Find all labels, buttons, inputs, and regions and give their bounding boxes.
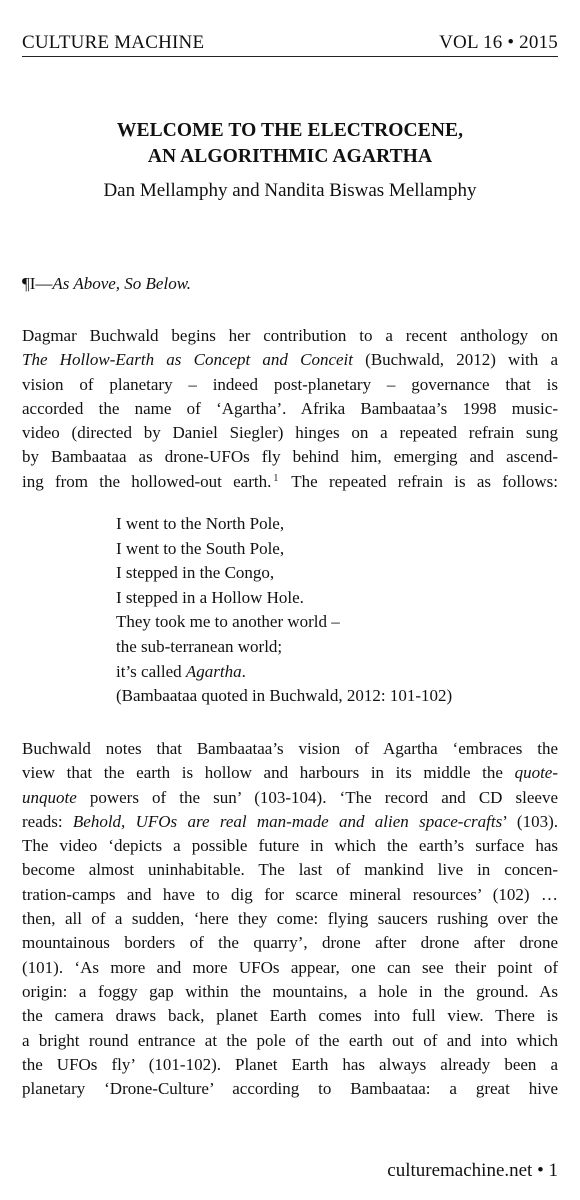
italic-term: unquote xyxy=(22,787,77,807)
text-line xyxy=(22,470,558,494)
article-title-block xyxy=(22,118,558,204)
text-line: the camera draws back, planet Earth comes into full view. There is xyxy=(22,1006,558,1026)
text-span: ’ (103). xyxy=(502,811,558,831)
volume-info: VOL 16 • 2015 xyxy=(439,32,558,53)
text-line: a bright round entrance at the pole of the earth out of and into which xyxy=(22,1030,558,1050)
text-line: by Bambaataa as drone-UFOs fly behind him, emerging and ascend- xyxy=(22,447,558,467)
quote-line: I went to the North Pole, xyxy=(116,514,285,533)
quote-citation: (Bambaataa quoted in Buchwald, 2012: 101-102) xyxy=(116,686,453,706)
text-span: view that the earth is hollow and harbours in its middle the xyxy=(22,763,515,783)
text-line: accorded the name of ‘Agartha’. Afrika Bambaataa’s 1998 music- xyxy=(22,398,558,418)
text-line: The video ‘depicts a possible future in which the earth’s surface has xyxy=(22,836,558,856)
italic-term: quote- xyxy=(514,763,558,783)
text-line: Buchwald notes that Bambaataa’s vision of Agartha ‘embraces the xyxy=(22,739,558,758)
text-span: The repeated refrain is as follows: xyxy=(280,471,558,491)
paragraph-2 xyxy=(22,737,558,1101)
text-line: mountainous borders of the quarry’, drone after drone after drone xyxy=(22,933,558,953)
text-line xyxy=(22,348,558,372)
text-line: planetary ‘Drone-Culture’ according to Bambaataa: a great hive xyxy=(22,1079,558,1099)
quote-line: I stepped in a Hollow Hole. xyxy=(116,587,304,607)
header-divider xyxy=(22,56,558,57)
italic-quote: Behold, UFOs are real man-made and alien space-crafts xyxy=(72,811,503,831)
text-line: vision of planetary – indeed post-planetary – governance that is xyxy=(22,374,558,394)
article-title-line-1: WELCOME TO THE ELECTROCENE, xyxy=(116,120,464,141)
article-title-line-2: AN ALGORITHMIC AGARTHA xyxy=(147,146,433,167)
text-span: it’s called xyxy=(116,661,186,681)
quote-line xyxy=(116,660,452,685)
text-span: . xyxy=(241,661,246,681)
italic-term: Agartha xyxy=(185,661,242,681)
paragraph-1 xyxy=(22,324,558,494)
text-line: (101). ‘As more and more UFOs appear, one can see their point of xyxy=(22,957,558,977)
text-line xyxy=(22,761,558,785)
text-line: then, all of a sudden, ‘here they come: flying saucers rushing over the xyxy=(22,909,558,929)
text-line: the UFOs fly’ (101-102). Planet Earth has always already been a xyxy=(22,1054,558,1074)
text-line xyxy=(22,786,558,810)
text-line: Dagmar Buchwald begins her contribution to a recent anthology on xyxy=(22,326,558,345)
text-span: ing from the hollowed-out earth. xyxy=(22,471,272,491)
quote-line: They took me to another world – xyxy=(116,612,340,632)
text-line: video (directed by Daniel Siegler) hinges on a repeated refrain sung xyxy=(22,423,558,443)
article-authors: Dan Mellamphy and Nandita Biswas Mellamphy xyxy=(103,180,477,201)
section-marker: ¶I— xyxy=(22,274,53,293)
quote-line: I went to the South Pole, xyxy=(116,538,285,558)
text-span: powers of the sun’ (103-104). ‘The record and CD sleeve xyxy=(76,787,558,807)
book-title: The Hollow-Earth as Concept and Conceit xyxy=(22,350,353,370)
running-header xyxy=(22,26,558,54)
text-line xyxy=(22,810,558,834)
text-span: (Buchwald, 2012) with a xyxy=(353,350,558,370)
text-line: origin: a foggy gap within the mountains, a hole in the ground. As xyxy=(22,981,558,1001)
page-footer[interactable]: culturemachine.net • 1 xyxy=(387,1160,558,1181)
text-line: become almost uninhabitable. The last of mankind live in concen- xyxy=(22,860,558,880)
text-line: tration-camps and have to dig for scarce mineral resources’ (102) … xyxy=(22,884,558,904)
text-span: reads: xyxy=(22,811,73,831)
section-title: As Above, So Below. xyxy=(52,274,192,293)
quote-line: the sub-terranean world; xyxy=(116,636,283,656)
section-heading xyxy=(22,272,191,296)
quote-line: I stepped in the Congo, xyxy=(116,563,275,583)
footnote-marker[interactable]: 1 xyxy=(273,472,279,484)
journal-name: CULTURE MACHINE xyxy=(22,32,205,53)
block-quote xyxy=(116,512,452,709)
